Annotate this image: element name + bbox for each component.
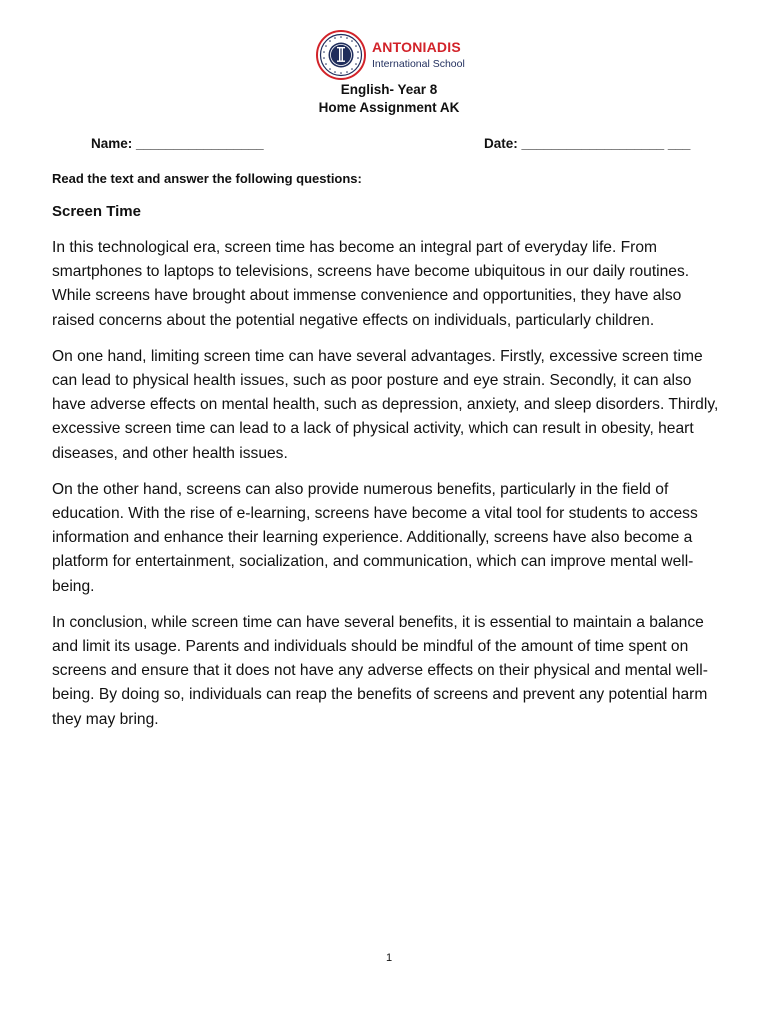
school-name: ANTONIADIS <box>372 39 461 56</box>
school-logo <box>316 30 465 80</box>
article-paragraph: In this technological era, screen time has become an integral part of everyday life. From smartphones to laptops to televisions, screens have become ubiquitous in our daily routines. While screens have brought about immense convenience and opportunities, they have also raised concerns about the potential negative effects on individuals, particularly children. <box>52 239 690 329</box>
assignment-heading: Home Assignment AK <box>318 100 460 115</box>
instructions-text: Read the text and answer the following questions: <box>52 171 362 186</box>
course-heading: English- Year 8 <box>340 82 438 97</box>
article-paragraph: On the other hand, screens can also provide numerous benefits, particularly in the field of education. With the rise of e-learning, screens have become a vital tool for students to access information and enhance their learning experience. Additionally, screens have also become a platform for entertainment, socialization, and communication, which can improve mental well-being. <box>52 480 698 595</box>
page-number: 1 <box>385 952 393 964</box>
article-body <box>52 236 728 744</box>
name-field: Name: _________________ <box>91 136 264 151</box>
article-paragraph: In conclusion, while screen time can have several benefits, it is essential to maintain a balance and limit its usage. Parents and individuals should be mindful of the amount of time spent on screens and ensure that it does not have any adverse effects on their physical and mental well-being. By doing so, individuals can reap the benefits of screens and prevent any potential harm they may bring. <box>52 613 708 728</box>
article-paragraph: On one hand, limiting screen time can have several advantages. Firstly, excessive screen time can lead to physical health issues, such as poor posture and eye strain. Secondly, it can also have adverse effects on mental health, such as depression, anxiety, and sleep disorders. Thirdly, excessive screen time can lead to a lack of physical activity, which can result in obesity, heart diseases, and other health issues. <box>52 347 719 462</box>
school-seal-icon <box>316 30 366 80</box>
school-subtitle: International School <box>372 57 465 70</box>
article-title: Screen Time <box>52 203 141 220</box>
date-field: Date: ___________________ ___ <box>484 136 691 151</box>
school-wordmark <box>372 40 465 70</box>
